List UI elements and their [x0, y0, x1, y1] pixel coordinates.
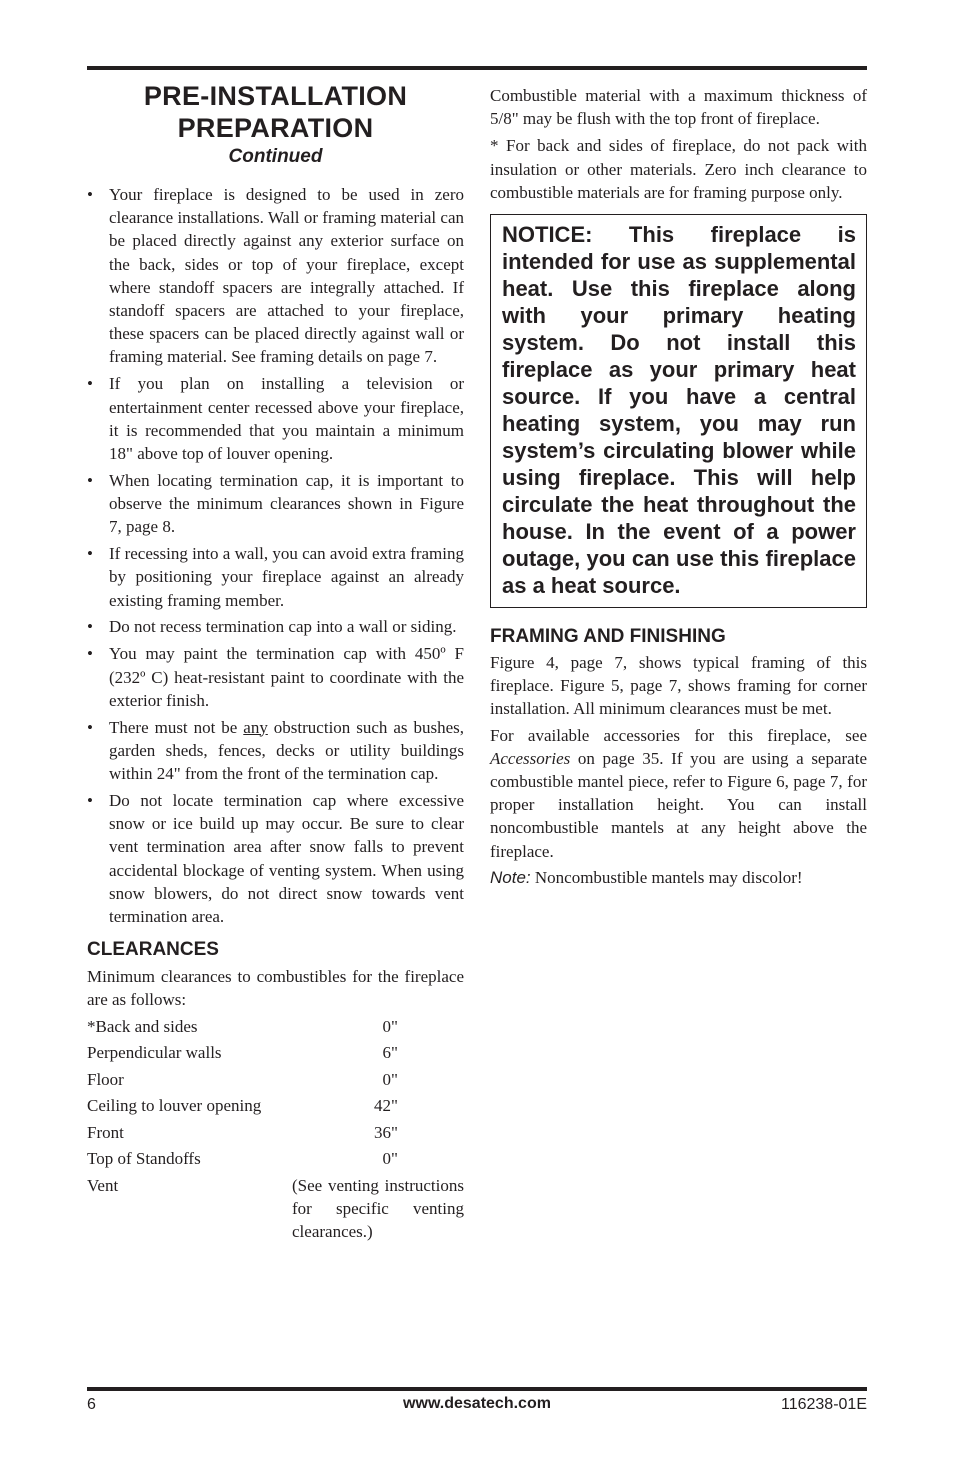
bottom-rule: [87, 1387, 867, 1391]
page-number: 6: [87, 1396, 96, 1413]
framing-paragraph: Figure 4, page 7, shows typical framing of this fireplace. Figure 5, page 7, shows framing for corner installation. All minimum clearances must be met.: [490, 653, 867, 719]
vent-note: (See venting instructions for specific venting clearances.): [292, 1176, 464, 1242]
accessories-paragraph: For available accessories for this fireplace, see Accessories on page 35. If you are using a separate combustible mantel piece, refer to Figure 6, page 7, for proper installation height. You can install noncombustible mantels at any height above the fireplace.: [490, 725, 867, 861]
page-title-line2: PREPARATION: [177, 113, 374, 143]
note-paragraph: Note: Noncombustible mantels may discolor!: [490, 867, 803, 887]
table-row: Floor 0": [87, 1069, 398, 1089]
table-row: Front 36": [87, 1122, 398, 1142]
top-rule: [87, 66, 867, 70]
page-title: [87, 80, 464, 144]
list-item: • There must not be any obstruction such as bushes, garden sheds, fences, decks or utility buildings within 24" from the front of the termination cap.: [87, 717, 465, 783]
list-item: • Do not locate termination cap where excessive snow or ice build up may occur. Be sure to clear vent termination area after snow falls to prevent accidental blockage of venting system. When using snow blowers, do not direct snow towards vent termination area.: [87, 790, 464, 926]
list-item: • You may paint the termination cap with 450º F (232º C) heat-resistant paint to coordinate with the exterior finish.: [87, 644, 464, 710]
underlined-word: any: [243, 717, 268, 737]
list-item: • When locating termination cap, it is important to observe the minimum clearances shown in Figure 7, page 8.: [87, 470, 464, 537]
bullet-icon: •: [87, 617, 93, 637]
list-item: • If recessing into a wall, you can avoid extra framing by positioning your fireplace against an already existing framing member.: [87, 544, 464, 610]
website-link[interactable]: www.desatech.com: [403, 1395, 551, 1412]
table-row: Perpendicular walls 6": [87, 1043, 398, 1063]
bullet-icon: •: [87, 374, 93, 394]
table-row: Ceiling to louver opening 42": [87, 1096, 398, 1116]
bullet-list: [87, 183, 464, 928]
clearances-heading: CLEARANCES: [87, 939, 219, 961]
combustible-paragraph: Combustible material with a maximum thickness of 5/8" may be flush with the top front of fireplace.: [490, 86, 867, 129]
bullet-icon: •: [87, 717, 93, 737]
list-item: • Your fireplace is designed to be used in zero clearance installations. Wall or framing material can be placed directly against any exterior surface on the back, sides or top of your fireplace, except where standoff spacers are integrally attached. If standoff spacers are attached to your fireplace, these spacers can be placed directly against wall or framing material. See framing details on page 7.: [87, 185, 464, 367]
document-code: 116238-01E: [781, 1396, 867, 1413]
clearances-intro: Minimum clearances to combustibles for the fireplace are as follows:: [87, 967, 464, 1010]
framing-heading: FRAMING AND FINISHING: [490, 626, 726, 648]
bullet-icon: •: [87, 644, 93, 664]
table-row: Top of Standoffs 0": [87, 1149, 398, 1169]
clearances-table: [87, 1015, 464, 1244]
page-title-line1: PRE-INSTALLATION: [143, 81, 408, 111]
notice-text: NOTICE: This fireplace is intended for use as supplemental heat. Use this fireplace along with your primary heating system. Do not install this fireplace as your primary heat source. If you have a central heating system, you may run system’s circulating blower while using fireplace. This will help circulate the heat throughout the house. In the event of a power outage, you can use this fireplace as a heat source.: [502, 222, 856, 599]
list-item: • If you plan on installing a television or entertainment center recessed above your fireplace, it is recommended that you maintain a minimum 18" above top of louver opening.: [87, 374, 464, 463]
bullet-icon: •: [87, 470, 93, 490]
bullet-icon: •: [87, 544, 93, 564]
left-column: [87, 80, 464, 1243]
list-item: • Do not recess termination cap into a wall or siding.: [87, 615, 464, 638]
page-subtitle: Continued: [228, 146, 323, 167]
accessories-reference: Accessories: [490, 748, 571, 768]
notice-box: [490, 214, 867, 608]
back-sides-paragraph: * For back and sides of fireplace, do not pack with insulation or other materials. Zero inch clearance to combustible materials are for framing purpose only.: [490, 136, 867, 202]
table-row: Vent (See venting instructions for specific venting clearances.): [87, 1176, 464, 1242]
bullet-icon: •: [87, 790, 93, 810]
note-label: Note:: [490, 867, 531, 887]
table-row: *Back and sides 0": [87, 1016, 398, 1036]
bullet-icon: •: [87, 185, 93, 204]
right-column: [490, 84, 867, 889]
